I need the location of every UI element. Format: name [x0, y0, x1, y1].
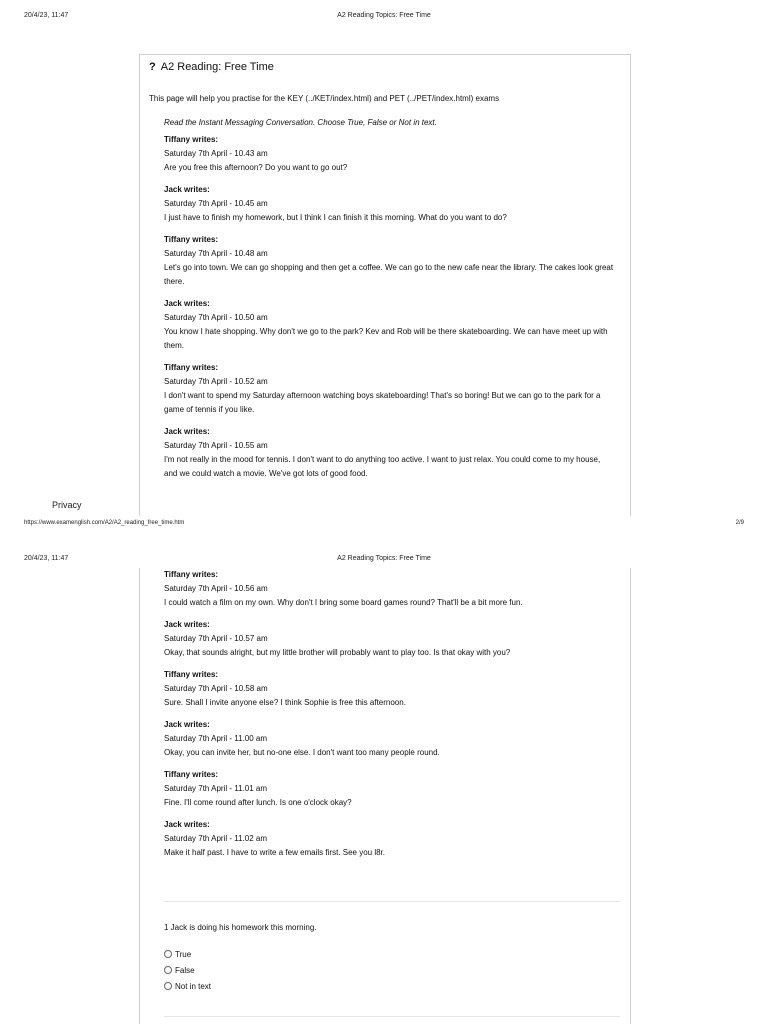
message [164, 133, 614, 175]
intro-text: This page will help you practise for the KEY (../KET/index.html) and PET (../PET/index.html) exams [149, 94, 500, 103]
option-false[interactable] [164, 962, 211, 978]
message-time: Saturday 7th April - 10.58 am [164, 684, 268, 693]
print-url: https://www.examenglish.com/A2/A2_reading_free_time.htm [24, 520, 185, 526]
message [164, 361, 614, 417]
quiz-card-continued [139, 568, 631, 1024]
quiz-title-text: A2 Reading: Free Time [160, 61, 274, 73]
message-author: Tiffany writes: [164, 235, 219, 244]
message-time: Saturday 7th April - 10.43 am [164, 149, 268, 158]
privacy-link[interactable]: Privacy [52, 500, 82, 510]
message-author: Tiffany writes: [164, 363, 219, 372]
print-title: A2 Reading Topics: Free Time [337, 555, 431, 562]
instruction-text: Read the Instant Messaging Conversation. Choose True, False or Not in text. [164, 118, 437, 127]
option-not-in-text[interactable] [164, 978, 211, 994]
quiz-card [139, 54, 631, 516]
message-time: Saturday 7th April - 10.55 am [164, 441, 268, 450]
print-header [0, 12, 768, 26]
message-text: Okay, that sounds alright, but my little brother will probably want to play too. Is that okay with you? [164, 648, 511, 657]
message-author: Jack writes: [164, 185, 210, 194]
print-page-number: 2/9 [735, 520, 744, 526]
option-label: Not in text [175, 981, 212, 991]
message [164, 718, 614, 760]
message-text: Let's go into town. We can go shopping and then get a coffee. We can go to the new cafe near the library. The cakes look great there. [164, 263, 614, 286]
question-1-text: 1 Jack is doing his homework this morning. [164, 923, 317, 932]
print-header [0, 555, 768, 569]
message-text: I don't want to spend my Saturday afternoon watching boys skateboarding! That's so boring! But we can go to the park for a game of tennis if you like. [164, 391, 601, 414]
message-author: Tiffany writes: [164, 670, 219, 679]
message [164, 297, 614, 353]
message-time: Saturday 7th April - 10.50 am [164, 313, 268, 322]
message-time: Saturday 7th April - 11.00 am [164, 734, 268, 743]
message-time: Saturday 7th April - 10.56 am [164, 584, 268, 593]
option-label: True [175, 949, 192, 959]
message-time: Saturday 7th April - 10.52 am [164, 377, 268, 386]
message [164, 568, 614, 610]
option-true[interactable] [164, 946, 211, 962]
message-text: Make it half past. I have to write a few emails first. See you l8r. [164, 848, 385, 857]
message [164, 818, 614, 860]
radio-button[interactable] [164, 966, 172, 974]
message-text: I could watch a film on my own. Why don't I bring some board games round? That'll be a bit more fun. [164, 598, 523, 607]
radio-button[interactable] [164, 982, 172, 990]
message [164, 768, 614, 810]
message [164, 668, 614, 710]
conversation-part-1 [164, 133, 614, 489]
message-author: Jack writes: [164, 620, 210, 629]
question-1-options [164, 946, 211, 994]
message-author: Tiffany writes: [164, 570, 219, 579]
message-text: Sure. Shall I invite anyone else? I think Sophie is free this afternoon. [164, 698, 406, 707]
divider [164, 901, 620, 902]
message [164, 618, 614, 660]
message-time: Saturday 7th April - 10.45 am [164, 199, 268, 208]
message-author: Jack writes: [164, 820, 210, 829]
message [164, 183, 614, 225]
print-date: 20/4/23, 11:47 [24, 555, 69, 562]
message-text: Okay, you can invite her, but no-one else. I don't want too many people round. [164, 748, 440, 757]
message [164, 233, 614, 289]
message-text: Fine. I'll come round after lunch. Is one o'clock okay? [164, 798, 352, 807]
message-time: Saturday 7th April - 10.57 am [164, 634, 268, 643]
message-author: Jack writes: [164, 299, 210, 308]
message [164, 425, 614, 481]
message-author: Jack writes: [164, 427, 210, 436]
message-text: I just have to finish my homework, but I think I can finish it this morning. What do you want to do? [164, 213, 507, 222]
message-text: You know I hate shopping. Why don't we go to the park? Kev and Rob will be there skateboarding. We can have meet up with them. [164, 327, 608, 350]
message-author: Jack writes: [164, 720, 210, 729]
message-time: Saturday 7th April - 11.01 am [164, 784, 268, 793]
option-label: False [175, 965, 195, 975]
conversation-part-2 [164, 568, 614, 868]
radio-button[interactable] [164, 950, 172, 958]
question-mark-icon: ? [149, 61, 156, 73]
message-text: I'm not really in the mood for tennis. I don't want to do anything too active. I want to just relax. You could come to my house, and we could watch a movie. We've got lots of good food. [164, 455, 601, 478]
print-title: A2 Reading Topics: Free Time [337, 12, 431, 19]
message-author: Tiffany writes: [164, 770, 219, 779]
print-date: 20/4/23, 11:47 [24, 12, 69, 19]
divider [164, 1016, 620, 1017]
quiz-title [149, 61, 274, 73]
message-time: Saturday 7th April - 11.02 am [164, 834, 268, 843]
message-time: Saturday 7th April - 10.48 am [164, 249, 268, 258]
message-author: Tiffany writes: [164, 135, 219, 144]
message-text: Are you free this afternoon? Do you want to go out? [164, 163, 348, 172]
